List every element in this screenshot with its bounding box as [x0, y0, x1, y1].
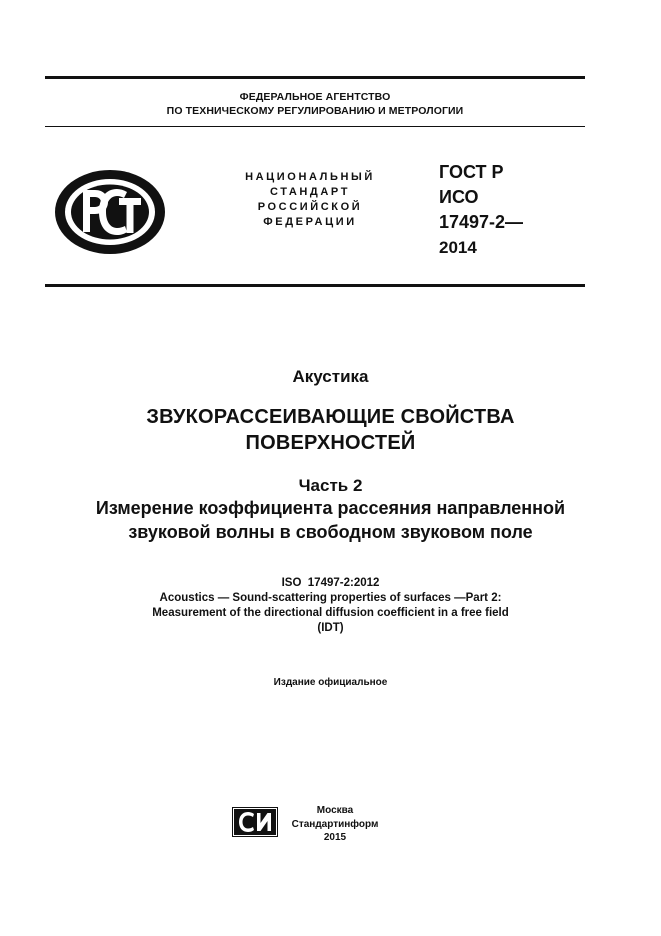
natstd-line-1: НАЦИОНАЛЬНЫЙ — [245, 171, 375, 183]
agency-line-2: ПО ТЕХНИЧЕСКОМУ РЕГУЛИРОВАНИЮ И МЕТРОЛОГИИ — [166, 105, 464, 117]
publisher-name: Стандартинформ — [291, 818, 379, 830]
iso-reference — [20, 576, 641, 636]
standartinform-logo-icon — [232, 807, 278, 837]
designation-line-3: 17497-2— — [439, 212, 524, 232]
top-rule — [45, 76, 585, 79]
designation-line-1: ГОСТ Р — [439, 162, 504, 182]
main-title-line-2: ПОВЕРХНОСТЕЙ — [245, 432, 416, 454]
sub-title — [20, 496, 641, 544]
natstd-line-2: СТАНДАРТ — [269, 186, 351, 198]
header-rule — [45, 126, 585, 127]
main-title-line-1: ЗВУКОРАССЕИВАЮЩИЕ СВОЙСТВА — [146, 406, 515, 428]
iso-line-1: ISO 17497-2:2012 — [281, 577, 380, 589]
standard-designation — [439, 160, 523, 260]
subject-title: Акустика — [292, 367, 369, 386]
agency-line-1: ФЕДЕРАЛЬНОЕ АГЕНТСТВО — [239, 91, 391, 103]
edition-label: Издание официальное — [273, 677, 388, 688]
iso-line-4: (IDT) — [317, 622, 344, 634]
middle-rule — [45, 284, 585, 287]
sub-title-line-1: Измерение коэффициента рассеяния направленной — [95, 498, 566, 518]
natstd-line-4: ФЕДЕРАЦИИ — [263, 216, 357, 228]
iso-line-2: Acoustics — Sound-scattering properties of surfaces —Part 2: — [159, 592, 502, 604]
part-label: Часть 2 — [298, 476, 363, 495]
sub-title-line-2: звуковой волны в свободном звуковом поле — [128, 522, 533, 542]
designation-line-2: ИСО — [439, 187, 479, 207]
publisher-year: 2015 — [323, 832, 347, 843]
designation-line-4: 2014 — [439, 238, 477, 257]
publisher-info — [280, 804, 390, 845]
publisher-city: Москва — [316, 805, 354, 816]
national-standard-label — [215, 170, 405, 230]
gost-r-logo-icon — [53, 168, 167, 256]
natstd-line-3: РОССИЙСКОЙ — [257, 201, 363, 213]
main-title — [20, 404, 641, 456]
iso-line-3: Measurement of the directional diffusion coefficient in a free field — [152, 607, 509, 619]
agency-name — [45, 90, 585, 118]
